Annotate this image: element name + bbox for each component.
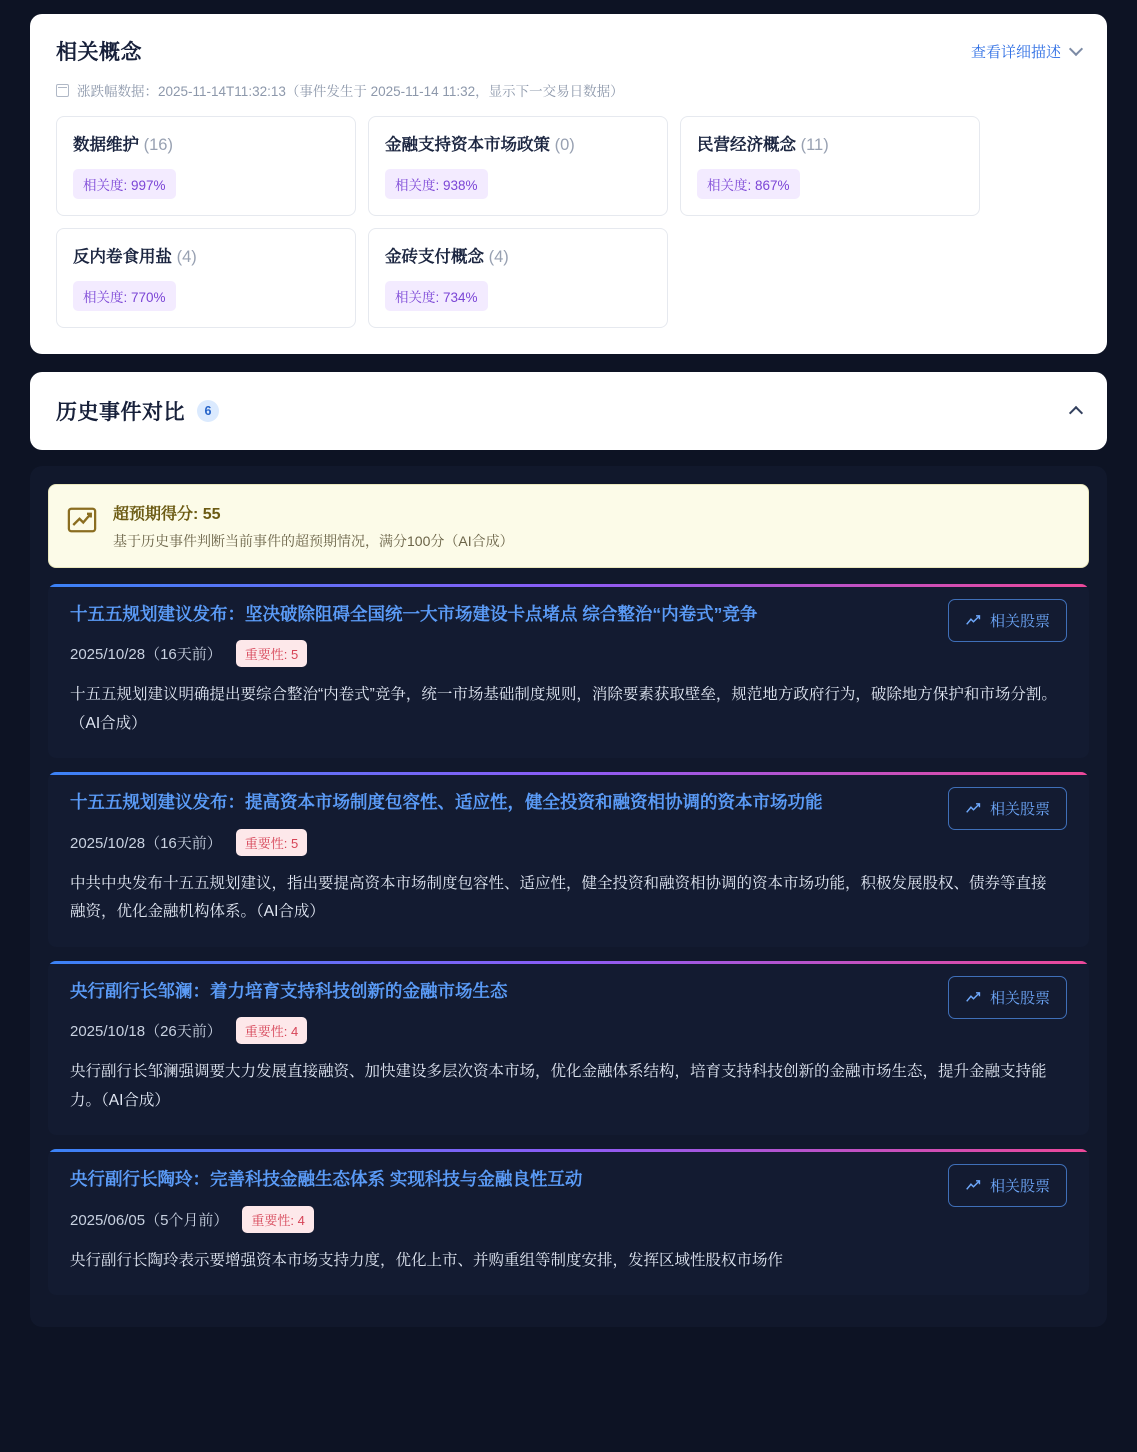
event-title[interactable]: 央行副行长邹澜：着力培育支持科技创新的金融市场生态	[70, 980, 508, 1001]
history-title: 历史事件对比	[56, 401, 185, 424]
history-title-group	[56, 396, 219, 426]
event-content	[48, 1152, 1089, 1275]
concept-item[interactable]	[368, 116, 668, 216]
importance-badge: 重要性: 4	[242, 1206, 313, 1233]
mini-chart-icon	[965, 991, 982, 1004]
event-meta	[70, 829, 1067, 856]
chevron-down-icon	[1069, 41, 1083, 55]
surprise-score-box	[48, 484, 1089, 568]
related-stocks-button[interactable]	[948, 976, 1067, 1019]
price-data-meta-text: 涨跌幅数据：2025-11-14T11:32:13（事件发生于 2025-11-14 11:32，显示下一交易日数据）	[77, 84, 624, 99]
related-stocks-label: 相关股票	[989, 613, 1050, 630]
chevron-up-icon[interactable]	[1069, 405, 1083, 419]
importance-badge: 重要性: 4	[236, 1017, 307, 1044]
concept-name	[385, 243, 651, 267]
related-stocks-button[interactable]	[948, 787, 1067, 830]
event-meta	[70, 1017, 1067, 1044]
history-event-item	[48, 772, 1089, 946]
concept-count: (4)	[488, 248, 509, 266]
concept-name-text: 金融支持资本市场政策	[385, 136, 550, 154]
surprise-score-text	[113, 501, 514, 551]
event-content	[48, 587, 1089, 738]
concept-count: (16)	[143, 136, 173, 154]
surprise-score-title: 超预期得分: 55	[113, 506, 221, 523]
history-event-item	[48, 961, 1089, 1135]
related-stocks-button[interactable]	[948, 599, 1067, 642]
concept-item[interactable]	[56, 228, 356, 328]
event-date: 2025/10/28（16天前）	[70, 646, 222, 664]
price-data-meta	[56, 80, 1081, 100]
event-meta	[70, 1206, 1067, 1233]
concept-count: (11)	[800, 136, 829, 154]
concept-name-text: 数据维护	[73, 136, 139, 154]
event-description: 央行副行长邹澜强调要大力发展直接融资、加快建设多层次资本市场，优化金融体系结构，培育支持科技创新的金融市场生态，提升金融支持能力。（AI合成）	[70, 1063, 1047, 1109]
relevance-badge: 相关度: 734%	[385, 281, 488, 311]
related-stocks-label: 相关股票	[989, 801, 1050, 819]
concept-count: (0)	[554, 136, 575, 154]
related-concepts-header	[56, 36, 1081, 66]
event-date: 2025/10/28（16天前）	[70, 834, 222, 852]
history-events-panel	[30, 466, 1107, 1327]
event-description: 十五五规划建议明确提出要综合整治“内卷式”竞争，统一市场基础制度规则，消除要素获取壁垒，规范地方政府行为，破除地方保护和市场分割。（AI合成）	[70, 686, 1057, 732]
event-meta	[70, 640, 1067, 667]
view-detail-description-link[interactable]	[971, 41, 1081, 62]
concept-name	[697, 131, 963, 155]
concept-count: (4)	[176, 248, 197, 266]
concept-name-text: 民营经济概念	[697, 136, 796, 154]
event-content	[48, 964, 1089, 1115]
concept-name	[73, 243, 339, 267]
concept-item[interactable]	[56, 116, 356, 216]
concept-name	[385, 131, 651, 155]
event-description: 中共中央发布十五五规划建议，指出要提高资本市场制度包容性、适应性，健全投资和融资相协调的资本市场功能，积极发展股权、债券等直接融资，优化金融机构体系。（AI合成）	[70, 874, 1047, 921]
concept-item[interactable]	[368, 228, 668, 328]
relevance-badge: 相关度: 997%	[73, 169, 176, 199]
mini-chart-icon	[965, 614, 982, 627]
event-description: 央行副行长陶玲表示要增强资本市场支持力度，优化上市、并购重组等制度安排，发挥区域性股权市场作	[70, 1251, 784, 1269]
event-content	[48, 775, 1089, 926]
calendar-icon	[56, 84, 69, 97]
related-stocks-label: 相关股票	[989, 1178, 1050, 1196]
mini-chart-icon	[965, 1179, 982, 1192]
detail-link-label: 查看详细描述	[970, 43, 1061, 61]
related-concepts-card	[30, 14, 1107, 354]
related-stocks-label: 相关股票	[989, 989, 1050, 1007]
history-event-item	[48, 584, 1089, 758]
related-stocks-button[interactable]	[948, 1164, 1067, 1207]
concept-grid	[56, 116, 1081, 328]
event-title[interactable]: 十五五规划建议发布：坚决破除阻碍全国统一大市场建设卡点堵点 综合整治“内卷式”竞争	[70, 604, 758, 624]
importance-badge: 重要性: 5	[236, 640, 307, 667]
relevance-badge: 相关度: 770%	[73, 281, 176, 311]
history-comparison-header[interactable]	[30, 372, 1107, 450]
concept-name	[73, 131, 339, 155]
concept-name-text: 反内卷食用盐	[73, 248, 172, 266]
event-title[interactable]: 央行副行长陶玲：完善科技金融生态体系 实现科技与金融良性互动	[70, 1169, 583, 1190]
trend-chart-icon	[67, 505, 97, 535]
concept-name-text: 金砖支付概念	[385, 248, 484, 266]
page-title: 相关概念	[56, 41, 142, 64]
mini-chart-icon	[965, 802, 982, 815]
event-date: 2025/10/18（26天前）	[70, 1023, 222, 1041]
event-date: 2025/06/05（5个月前）	[70, 1211, 229, 1229]
surprise-score-subtitle: 基于历史事件判断当前事件的超预期情况，满分100分（AI合成）	[113, 533, 514, 549]
history-count-badge: 6	[197, 400, 219, 422]
importance-badge: 重要性: 5	[236, 829, 307, 856]
relevance-badge: 相关度: 867%	[697, 169, 800, 199]
history-event-item	[48, 1149, 1089, 1295]
concept-item[interactable]	[680, 116, 980, 216]
event-title[interactable]: 十五五规划建议发布：提高资本市场制度包容性、适应性，健全投资和融资相协调的资本市场功能	[70, 792, 823, 813]
relevance-badge: 相关度: 938%	[385, 169, 488, 199]
